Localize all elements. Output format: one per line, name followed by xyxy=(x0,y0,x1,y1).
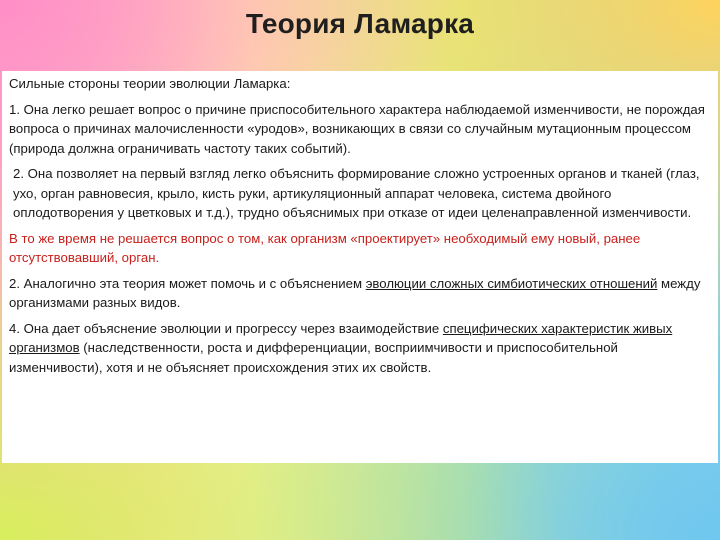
point-4 xyxy=(9,319,712,378)
content-panel xyxy=(2,71,718,463)
point-2: 2. Она позволяет на первый взгляд легко объяснить формирование сложно устроенных органов и тканей (глаз, ухо, орган равновесия, крыло, кисть руки, артикуляционный аппарат человека, система двойного оплодотворения у цветковых и т.д.), трудно объяснимых при отказе от идеи целенаправленной изменчивости. xyxy=(13,166,700,220)
red-note: В то же время не решается вопрос о том, как организм «проектирует» необходимый ему новый, ранее отсутствовавший, орган. xyxy=(9,230,641,265)
point-2-symbiosis-start: 2. Аналогично эта теория может помочь и с объяснением xyxy=(9,275,366,291)
point-1: 1. Она легко решает вопрос о причине приспособительного характера наблюдаемой изменчивости, не порождая вопроса о причинах малочисленности «уродов», возникающих в связи со случайным мутационным процессом (природа должна ограничивать частоту таких событий). xyxy=(9,101,705,156)
point-4-start: 4. Она дает объяснение эволюции и прогрессу через взаимодействие xyxy=(9,320,443,336)
slide-title: Теория Ламарка xyxy=(245,8,475,39)
symbiosis-underlined-text: эволюции сложных симбиотических отношений xyxy=(365,275,658,291)
intro-text: Сильные стороны теории эволюции Ламарка: xyxy=(9,76,291,91)
point-4-end: (наследственности, роста и дифференциации, восприимчивости и приспособительной изменчивости), хотя и не объясняет происхождения этих их свойств. xyxy=(9,340,618,375)
point-2-symbiosis-end: между организмами разных видов. xyxy=(9,275,701,310)
point-2-symbiosis xyxy=(9,274,712,313)
characteristics-underlined-text: специфических характеристик живых организмов xyxy=(9,320,673,355)
